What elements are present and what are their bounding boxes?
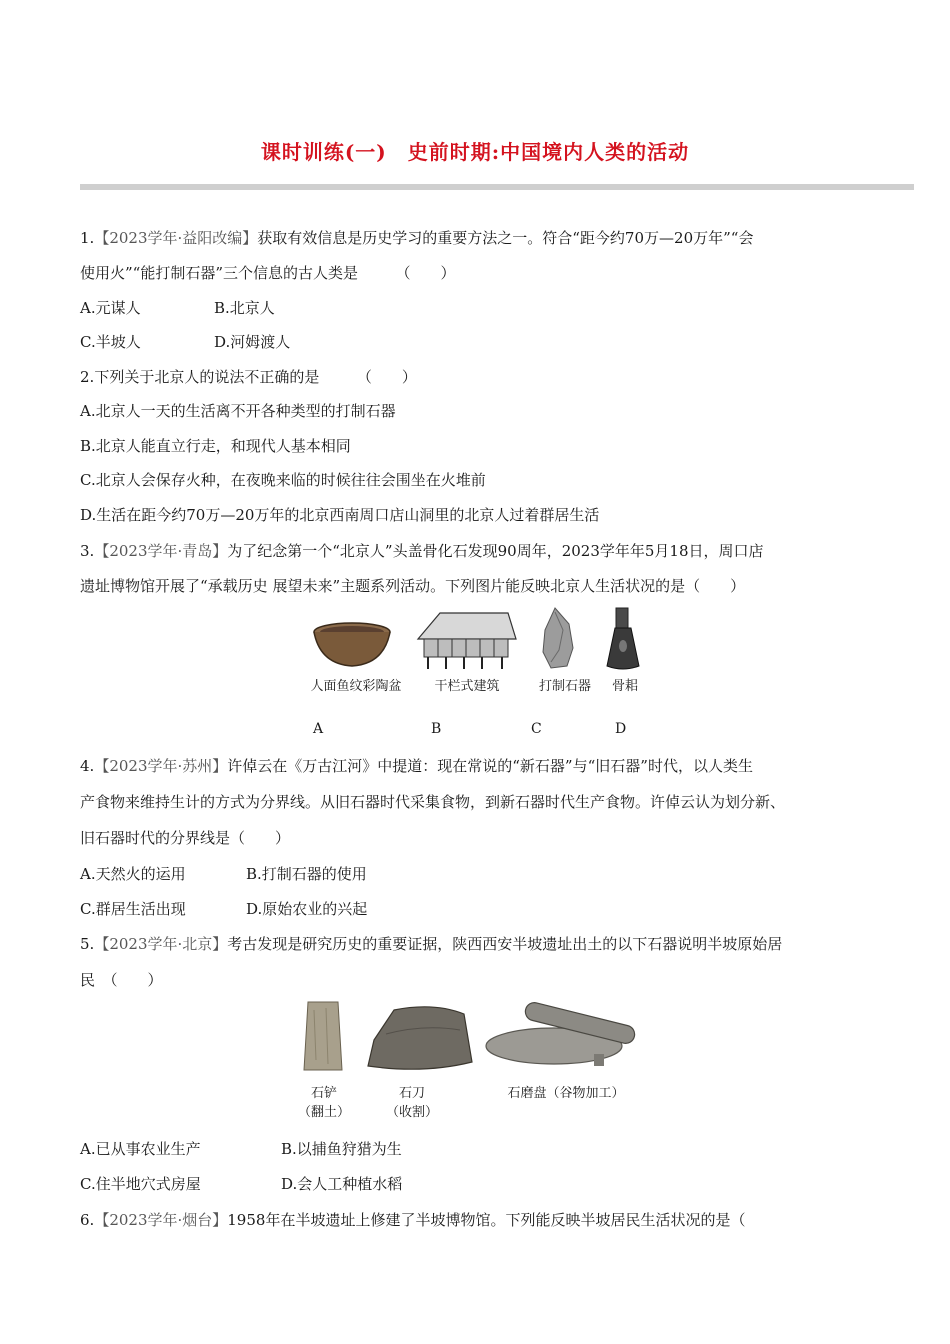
question-1-line-2: 使用火”“能打制石器”三个信息的古人类是 （ ） xyxy=(80,264,456,282)
title-divider xyxy=(80,184,914,190)
pottery-basin-image xyxy=(312,618,392,670)
pottery-basin-caption: 人面鱼纹彩陶盆 xyxy=(310,679,402,694)
stone-shovel-caption: 石铲 xyxy=(310,1086,337,1101)
q1-option-a[interactable]: A.元谋人 xyxy=(80,299,141,317)
q4-option-a[interactable]: A.天然火的运用 xyxy=(80,865,186,883)
question-6-line-1: 6.【2023学年·烟台】1958年在半坡遗址上修建了半坡博物馆。下列能反映半坡居民生活状况的是（ xyxy=(80,1211,746,1229)
q1-option-d[interactable]: D.河姆渡人 xyxy=(214,333,291,351)
q3-option-b[interactable]: B xyxy=(431,721,442,737)
q5-option-a[interactable]: A.已从事农业生产 xyxy=(80,1140,201,1158)
stone-knife-subcaption: （收割） xyxy=(385,1105,438,1120)
question-3-line-2: 遗址博物馆开展了“承载历史 展望未来”主题系列活动。下列图片能反映北京人生活状况的是（ ） xyxy=(80,577,746,595)
q2-option-b[interactable]: B.北京人能直立行走，和现代人基本相同 xyxy=(80,437,351,455)
q3-option-d[interactable]: D xyxy=(615,721,627,737)
q4-option-d[interactable]: D.原始农业的兴起 xyxy=(246,900,368,918)
chipped-stone-tool-image xyxy=(541,606,575,670)
q4-option-b[interactable]: B.打制石器的使用 xyxy=(246,865,367,883)
stone-shovel-subcaption: （翻土） xyxy=(297,1105,350,1120)
q1-option-c[interactable]: C.半坡人 xyxy=(80,333,141,351)
q2-option-d[interactable]: D.生活在距今约70万—20万年的北京西南周口店山洞里的北京人过着群居生活 xyxy=(80,506,600,524)
grinding-slab-caption: 石磨盘（谷物加工） xyxy=(507,1086,625,1101)
page-title: 课时训练(一) 史前时期:中国境内人类的活动 xyxy=(260,140,690,164)
question-4-line-3: 旧石器时代的分界线是（ ） xyxy=(80,829,291,847)
q5-option-d[interactable]: D.会人工种植水稻 xyxy=(281,1175,403,1193)
stone-shovel-image xyxy=(300,1000,346,1074)
question-3-line-1: 3.【2023学年·青岛】为了纪念第一个“北京人”头盖骨化石发现90周年，2023学年年5月18日，周口店 xyxy=(80,542,764,560)
question-4-line-2: 产食物来维持生计的方式为分界线。从旧石器时代采集食物，到新石器时代生产食物。许倬云认为划分新、 xyxy=(80,793,786,811)
q5-option-c[interactable]: C.住半地穴式房屋 xyxy=(80,1175,201,1193)
q2-option-a[interactable]: A.北京人一天的生活离不开各种类型的打制石器 xyxy=(80,402,396,420)
q4-option-c[interactable]: C.群居生活出现 xyxy=(80,900,186,918)
bone-spade-image xyxy=(603,606,643,672)
stilt-house-image xyxy=(410,609,520,671)
question-5-line-1: 5.【2023学年·北京】考古发现是研究历史的重要证据，陕西西安半坡遗址出土的以下石器说明半坡原始居 xyxy=(80,935,783,953)
q3-option-a[interactable]: A xyxy=(313,721,324,737)
stone-knife-image xyxy=(364,1004,476,1072)
stilt-house-caption: 干栏式建筑 xyxy=(434,679,500,694)
stone-knife-caption: 石刀 xyxy=(398,1086,425,1101)
q5-option-b[interactable]: B.以捕鱼狩猎为生 xyxy=(281,1140,402,1158)
question-1-line-1: 1.【2023学年·益阳改编】获取有效信息是历史学习的重要方法之一。符合“距今约70万—20万年”“会 xyxy=(80,229,754,247)
q1-option-b[interactable]: B.北京人 xyxy=(214,299,275,317)
question-4-line-1: 4.【2023学年·苏州】许倬云在《万古江河》中提道：现在常说的“新石器”与“旧石器”时代，以人类生 xyxy=(80,757,753,775)
q2-option-c[interactable]: C.北京人会保存火种，在夜晚来临的时候往往会围坐在火堆前 xyxy=(80,471,486,489)
q3-option-c[interactable]: C xyxy=(531,721,542,737)
question-5-line-2: 民 （ ） xyxy=(80,971,163,989)
grinding-slab-image xyxy=(484,1010,644,1068)
bone-spade-caption: 骨耜 xyxy=(611,679,638,694)
chipped-stone-caption: 打制石器 xyxy=(538,679,591,694)
question-2-stem: 2.下列关于北京人的说法不正确的是 （ ） xyxy=(80,368,417,386)
